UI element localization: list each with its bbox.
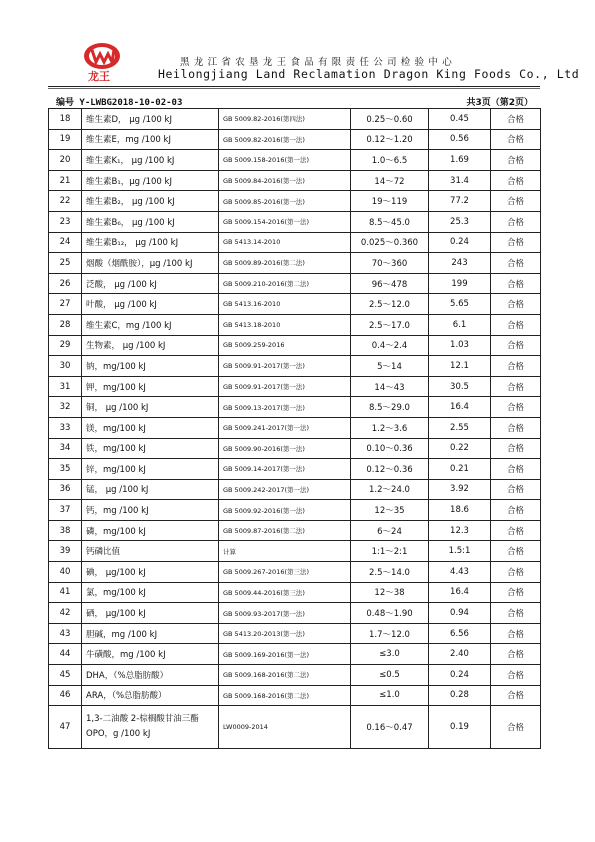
standard-range-cell: 1:1～2:1: [351, 541, 429, 562]
test-method-cell: GB 5009.90-2016(第一法): [219, 438, 351, 459]
item-name-cell: 烟酸（烟酰胺），μg /100 kJ: [82, 253, 219, 274]
row-number-cell: 47: [49, 706, 82, 749]
table-row: [49, 459, 541, 480]
test-result-cell: 1.69: [429, 150, 491, 171]
results-table: [48, 108, 541, 749]
test-method-cell: GB 5009.89-2016(第二法): [219, 253, 351, 274]
standard-range-cell: 2.5～14.0: [351, 562, 429, 583]
test-result-cell: 12.1: [429, 356, 491, 377]
row-number-cell: 40: [49, 562, 82, 583]
company-name-cn: 黑龙江省农垦龙王食品有限责任公司检验中心: [180, 57, 457, 68]
judgement-cell: 合格: [491, 582, 541, 603]
judgement-cell: 合格: [491, 253, 541, 274]
standard-range-cell: 0.10～0.36: [351, 438, 429, 459]
standard-range-cell: 14～72: [351, 170, 429, 191]
test-result-cell: 16.4: [429, 582, 491, 603]
judgement-cell: 合格: [491, 397, 541, 418]
judgement-cell: 合格: [491, 603, 541, 624]
test-result-cell: 77.2: [429, 191, 491, 212]
table-row: [49, 685, 541, 706]
judgement-cell: 合格: [491, 459, 541, 480]
item-name-cell: 胆碱，mg /100 kJ: [82, 623, 219, 644]
standard-range-cell: 8.5～45.0: [351, 211, 429, 232]
letterhead: [62, 40, 580, 90]
test-method-cell: GB 5009.158-2016(第一法): [219, 150, 351, 171]
test-method-cell: GB 5413.18-2010: [219, 314, 351, 335]
standard-range-cell: 19～119: [351, 191, 429, 212]
test-result-cell: 6.56: [429, 623, 491, 644]
row-number-cell: 23: [49, 211, 82, 232]
test-result-cell: 1.03: [429, 335, 491, 356]
item-name-cell: DHA，（%总脂肪酸）: [82, 665, 219, 686]
row-number-cell: 37: [49, 500, 82, 521]
test-method-cell: GB 5009.87-2016(第二法): [219, 520, 351, 541]
item-name-cell: 锌，mg/100 kJ: [82, 459, 219, 480]
standard-range-cell: 70～360: [351, 253, 429, 274]
test-result-cell: 0.28: [429, 685, 491, 706]
standard-range-cell: 6～24: [351, 520, 429, 541]
test-method-cell: GB 5009.242-2017(第一法): [219, 479, 351, 500]
row-number-cell: 45: [49, 665, 82, 686]
item-name-cell: 维生素B₁₂， μg /100 kJ: [82, 232, 219, 253]
test-method-cell: GB 5009.44-2016(第三法): [219, 582, 351, 603]
standard-range-cell: 8.5～29.0: [351, 397, 429, 418]
standard-range-cell: 0.16～0.47: [351, 706, 429, 749]
test-method-cell: GB 5009.154-2016(第一法): [219, 211, 351, 232]
table-row: [49, 211, 541, 232]
test-result-cell: 0.56: [429, 129, 491, 150]
test-result-cell: 31.4: [429, 170, 491, 191]
standard-range-cell: 96～478: [351, 273, 429, 294]
judgement-cell: 合格: [491, 562, 541, 583]
item-name-cell: 磷，mg/100 kJ: [82, 520, 219, 541]
standard-range-cell: ≤1.0: [351, 685, 429, 706]
test-method-cell: LW0009-2014: [219, 706, 351, 749]
test-method-cell: GB 5009.14-2017(第一法): [219, 459, 351, 480]
table-row: [49, 520, 541, 541]
standard-range-cell: 1.0～6.5: [351, 150, 429, 171]
test-method-cell: GB 5009.91-2017(第一法): [219, 356, 351, 377]
table-row: [49, 706, 541, 749]
svg-text:龙王: 龙王: [88, 70, 110, 83]
table-row: [49, 129, 541, 150]
standard-range-cell: 12～38: [351, 582, 429, 603]
standard-range-cell: 1.2～3.6: [351, 417, 429, 438]
test-result-cell: 4.43: [429, 562, 491, 583]
table-row: [49, 479, 541, 500]
test-method-cell: GB 5009.82-2016(第一法): [219, 129, 351, 150]
test-method-cell: GB 5009.267-2016(第三法): [219, 562, 351, 583]
row-number-cell: 20: [49, 150, 82, 171]
table-row: [49, 665, 541, 686]
judgement-cell: 合格: [491, 314, 541, 335]
judgement-cell: 合格: [491, 644, 541, 665]
row-number-cell: 38: [49, 520, 82, 541]
row-number-cell: 27: [49, 294, 82, 315]
row-number-cell: 41: [49, 582, 82, 603]
table-row: [49, 232, 541, 253]
judgement-cell: 合格: [491, 335, 541, 356]
item-name-cell: 镁，mg/100 kJ: [82, 417, 219, 438]
test-result-cell: 25.3: [429, 211, 491, 232]
row-number-cell: 21: [49, 170, 82, 191]
judgement-cell: 合格: [491, 191, 541, 212]
judgement-cell: 合格: [491, 541, 541, 562]
test-method-cell: GB 5009.169-2016(第一法): [219, 644, 351, 665]
test-result-cell: 199: [429, 273, 491, 294]
standard-range-cell: 12～35: [351, 500, 429, 521]
item-name-cell: 维生素B₁，μg /100 kJ: [82, 170, 219, 191]
standard-range-cell: 2.5～12.0: [351, 294, 429, 315]
test-method-cell: GB 5009.91-2017(第一法): [219, 376, 351, 397]
row-number-cell: 28: [49, 314, 82, 335]
judgement-cell: 合格: [491, 500, 541, 521]
item-name-cell: 钙磷比值: [82, 541, 219, 562]
table-row: [49, 335, 541, 356]
judgement-cell: 合格: [491, 685, 541, 706]
test-result-cell: 0.24: [429, 232, 491, 253]
test-result-cell: 0.45: [429, 109, 491, 130]
judgement-cell: 合格: [491, 479, 541, 500]
table-row: [49, 150, 541, 171]
test-result-cell: 3.92: [429, 479, 491, 500]
item-name-cell: 钾，mg/100 kJ: [82, 376, 219, 397]
row-number-cell: 29: [49, 335, 82, 356]
item-name-cell: 牛磺酸，mg /100 kJ: [82, 644, 219, 665]
test-result-cell: 0.24: [429, 665, 491, 686]
test-result-cell: 0.94: [429, 603, 491, 624]
standard-range-cell: 0.025～0.360: [351, 232, 429, 253]
row-number-cell: 33: [49, 417, 82, 438]
standard-range-cell: ≤3.0: [351, 644, 429, 665]
item-name-cell: 生物素， μg /100 kJ: [82, 335, 219, 356]
test-result-cell: 0.22: [429, 438, 491, 459]
judgement-cell: 合格: [491, 438, 541, 459]
test-method-cell: GB 5009.85-2016(第一法): [219, 191, 351, 212]
judgement-cell: 合格: [491, 170, 541, 191]
item-name-cell: 铁，mg/100 kJ: [82, 438, 219, 459]
judgement-cell: 合格: [491, 376, 541, 397]
test-method-cell: GB 5009.168-2016(第二法): [219, 665, 351, 686]
item-name-cell: 硒， μg/100 kJ: [82, 603, 219, 624]
judgement-cell: 合格: [491, 273, 541, 294]
table-row: [49, 582, 541, 603]
table-row: [49, 170, 541, 191]
table-row: [49, 109, 541, 130]
table-row: [49, 356, 541, 377]
row-number-cell: 36: [49, 479, 82, 500]
item-name-cell: 维生素E，mg /100 kJ: [82, 129, 219, 150]
row-number-cell: 31: [49, 376, 82, 397]
test-method-cell: GB 5413.16-2010: [219, 294, 351, 315]
table-row: [49, 623, 541, 644]
row-number-cell: 44: [49, 644, 82, 665]
table-row: [49, 397, 541, 418]
item-name-cell: 维生素B₂， μg /100 kJ: [82, 191, 219, 212]
header-rule: [48, 86, 540, 87]
judgement-cell: 合格: [491, 417, 541, 438]
table-row: [49, 603, 541, 624]
judgement-cell: 合格: [491, 520, 541, 541]
test-result-cell: 6.1: [429, 314, 491, 335]
test-result-cell: 30.5: [429, 376, 491, 397]
item-name-cell: 维生素C，mg /100 kJ: [82, 314, 219, 335]
judgement-cell: 合格: [491, 232, 541, 253]
row-number-cell: 26: [49, 273, 82, 294]
judgement-cell: 合格: [491, 150, 541, 171]
row-number-cell: 18: [49, 109, 82, 130]
row-number-cell: 46: [49, 685, 82, 706]
test-method-cell: GB 5009.210-2016(第二法): [219, 273, 351, 294]
standard-range-cell: 0.12～1.20: [351, 129, 429, 150]
table-row: [49, 273, 541, 294]
row-number-cell: 22: [49, 191, 82, 212]
test-result-cell: 5.65: [429, 294, 491, 315]
standard-range-cell: 1.2～24.0: [351, 479, 429, 500]
judgement-cell: 合格: [491, 211, 541, 232]
row-number-cell: 43: [49, 623, 82, 644]
item-name-cell: 氯，mg/100 kJ: [82, 582, 219, 603]
row-number-cell: 30: [49, 356, 82, 377]
item-name-cell: 碘， μg/100 kJ: [82, 562, 219, 583]
company-name-en: Heilongjiang Land Reclamation Dragon King Foods Co., Ltd: [158, 67, 580, 81]
table-row: [49, 417, 541, 438]
standard-range-cell: ≤0.5: [351, 665, 429, 686]
item-name-cell: 铜， μg /100 kJ: [82, 397, 219, 418]
test-method-cell: GB 5009.168-2016(第二法): [219, 685, 351, 706]
row-number-cell: 24: [49, 232, 82, 253]
standard-range-cell: 0.48～1.90: [351, 603, 429, 624]
row-number-cell: 25: [49, 253, 82, 274]
test-method-cell: GB 5009.84-2016(第一法): [219, 170, 351, 191]
test-result-cell: 16.4: [429, 397, 491, 418]
standard-range-cell: 0.4～2.4: [351, 335, 429, 356]
test-method-cell: 计算: [219, 541, 351, 562]
test-method-cell: GB 5413.14-2010: [219, 232, 351, 253]
test-result-cell: 0.21: [429, 459, 491, 480]
test-result-cell: 0.19: [429, 706, 491, 749]
test-result-cell: 1.5:1: [429, 541, 491, 562]
judgement-cell: 合格: [491, 294, 541, 315]
table-row: [49, 253, 541, 274]
standard-range-cell: 0.12～0.36: [351, 459, 429, 480]
row-number-cell: 34: [49, 438, 82, 459]
row-number-cell: 39: [49, 541, 82, 562]
table-row: [49, 376, 541, 397]
table-row: [49, 541, 541, 562]
item-name-cell: ARA，（%总脂肪酸）: [82, 685, 219, 706]
judgement-cell: 合格: [491, 129, 541, 150]
test-result-cell: 2.40: [429, 644, 491, 665]
test-result-cell: 18.6: [429, 500, 491, 521]
report-number: 编号 Y-LWBG2018-10-02-03: [56, 98, 183, 108]
table-row: [49, 294, 541, 315]
test-result-cell: 12.3: [429, 520, 491, 541]
row-number-cell: 19: [49, 129, 82, 150]
judgement-cell: 合格: [491, 623, 541, 644]
row-number-cell: 42: [49, 603, 82, 624]
item-name-cell: 维生素D， μg /100 kJ: [82, 109, 219, 130]
row-number-cell: 32: [49, 397, 82, 418]
test-result-cell: 243: [429, 253, 491, 274]
page-indicator: 共3页（第2页）: [466, 98, 533, 108]
item-name-cell: 锰， μg /100 kJ: [82, 479, 219, 500]
standard-range-cell: 5～14: [351, 356, 429, 377]
table-row: [49, 438, 541, 459]
item-name-cell: 维生素K₁， μg /100 kJ: [82, 150, 219, 171]
row-number-cell: 35: [49, 459, 82, 480]
test-method-cell: GB 5009.259-2016: [219, 335, 351, 356]
standard-range-cell: 2.5～17.0: [351, 314, 429, 335]
header-rule-secondary: [48, 88, 540, 89]
judgement-cell: 合格: [491, 706, 541, 749]
standard-range-cell: 14～43: [351, 376, 429, 397]
test-method-cell: GB 5009.93-2017(第一法): [219, 603, 351, 624]
item-name-cell: 1,3-二油酸 2-棕榈酸甘油三酯OPO，g /100 kJ: [82, 706, 219, 749]
judgement-cell: 合格: [491, 356, 541, 377]
test-result-cell: 2.55: [429, 417, 491, 438]
table-row: [49, 644, 541, 665]
test-method-cell: GB 5009.13-2017(第一法): [219, 397, 351, 418]
item-name-cell: 钙，mg /100 kJ: [82, 500, 219, 521]
table-row: [49, 191, 541, 212]
standard-range-cell: 1.7～12.0: [351, 623, 429, 644]
test-method-cell: GB 5009.92-2016(第一法): [219, 500, 351, 521]
judgement-cell: 合格: [491, 665, 541, 686]
company-logo: [62, 40, 142, 84]
item-name-cell: 泛酸， μg /100 kJ: [82, 273, 219, 294]
table-row: [49, 500, 541, 521]
item-name-cell: 维生素B₆， μg /100 kJ: [82, 211, 219, 232]
test-method-cell: GB 5009.82-2016(第四法): [219, 109, 351, 130]
test-method-cell: GB 5009.241-2017(第一法): [219, 417, 351, 438]
standard-range-cell: 0.25～0.60: [351, 109, 429, 130]
item-name-cell: 叶酸， μg /100 kJ: [82, 294, 219, 315]
test-method-cell: GB 5413.20-2013(第一法): [219, 623, 351, 644]
table-row: [49, 314, 541, 335]
item-name-cell: 钠，mg/100 kJ: [82, 356, 219, 377]
judgement-cell: 合格: [491, 109, 541, 130]
table-row: [49, 562, 541, 583]
